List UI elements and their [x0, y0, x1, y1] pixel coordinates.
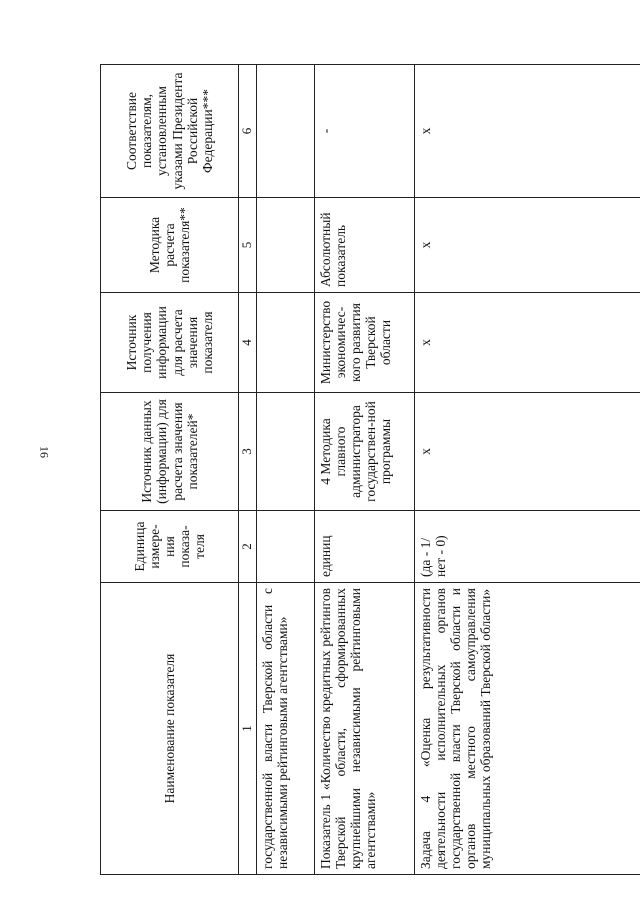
header-info-source: Источник получения информации для расчета значения показателя — [101, 293, 239, 393]
column-number: 6 — [239, 65, 257, 198]
indicator-method: х — [414, 198, 640, 293]
header-data-source: Источник данных (информации) для расчета значения показателей* — [101, 393, 239, 511]
column-number: 2 — [239, 511, 257, 583]
indicator-method — [256, 198, 314, 293]
indicator-data-source: х — [414, 393, 640, 511]
table-row — [414, 65, 640, 875]
column-number-row — [239, 65, 257, 875]
column-number: 4 — [239, 293, 257, 393]
indicator-conformity: х — [414, 65, 640, 198]
column-number: 3 — [239, 393, 257, 511]
page-number: 16 — [37, 446, 52, 458]
table-row — [314, 65, 414, 875]
indicator-unit: единиц — [314, 511, 414, 583]
indicator-name: Показатель 1 «Количество кредитных рейтингов Тверской области, сформированных крупнейшими независимыми рейтинговыми агентствами» — [314, 583, 414, 875]
header-conformity: Соответствие показателям, установленным указами Президента Российской Федерации*** — [101, 65, 239, 198]
header-unit: Единица измере-ния показа-теля — [101, 511, 239, 583]
indicator-info-source: Министерство экономичес-кого развития Тверской области — [314, 293, 414, 393]
header-name: Наименование показателя — [101, 583, 239, 875]
indicator-conformity — [256, 65, 314, 198]
indicator-unit — [256, 511, 314, 583]
header-method: Методика расчета показателя** — [101, 198, 239, 293]
table-row — [256, 65, 314, 875]
indicator-data-source: 4 Методика главного администратора государствен-ной программы — [314, 393, 414, 511]
indicator-conformity: - — [314, 65, 414, 198]
indicator-info-source — [256, 293, 314, 393]
indicator-name: Задача 4 «Оценка результативности деятельности исполнительных органов государственной власти Тверской области и органов местного самоуправления муниципальных образований Тверской области» — [414, 583, 640, 875]
indicator-data-source — [256, 393, 314, 511]
table-frame — [100, 65, 637, 875]
indicator-name: государственной власти Тверской области с независимыми рейтинговыми агентствами» — [256, 583, 314, 875]
indicators-table — [100, 64, 640, 875]
indicator-info-source: х — [414, 293, 640, 393]
column-number: 5 — [239, 198, 257, 293]
indicator-method: Абсолютный показатель — [314, 198, 414, 293]
header-row — [101, 65, 239, 875]
column-number: 1 — [239, 583, 257, 875]
indicator-unit: (да - 1/ нет - 0) — [414, 511, 640, 583]
